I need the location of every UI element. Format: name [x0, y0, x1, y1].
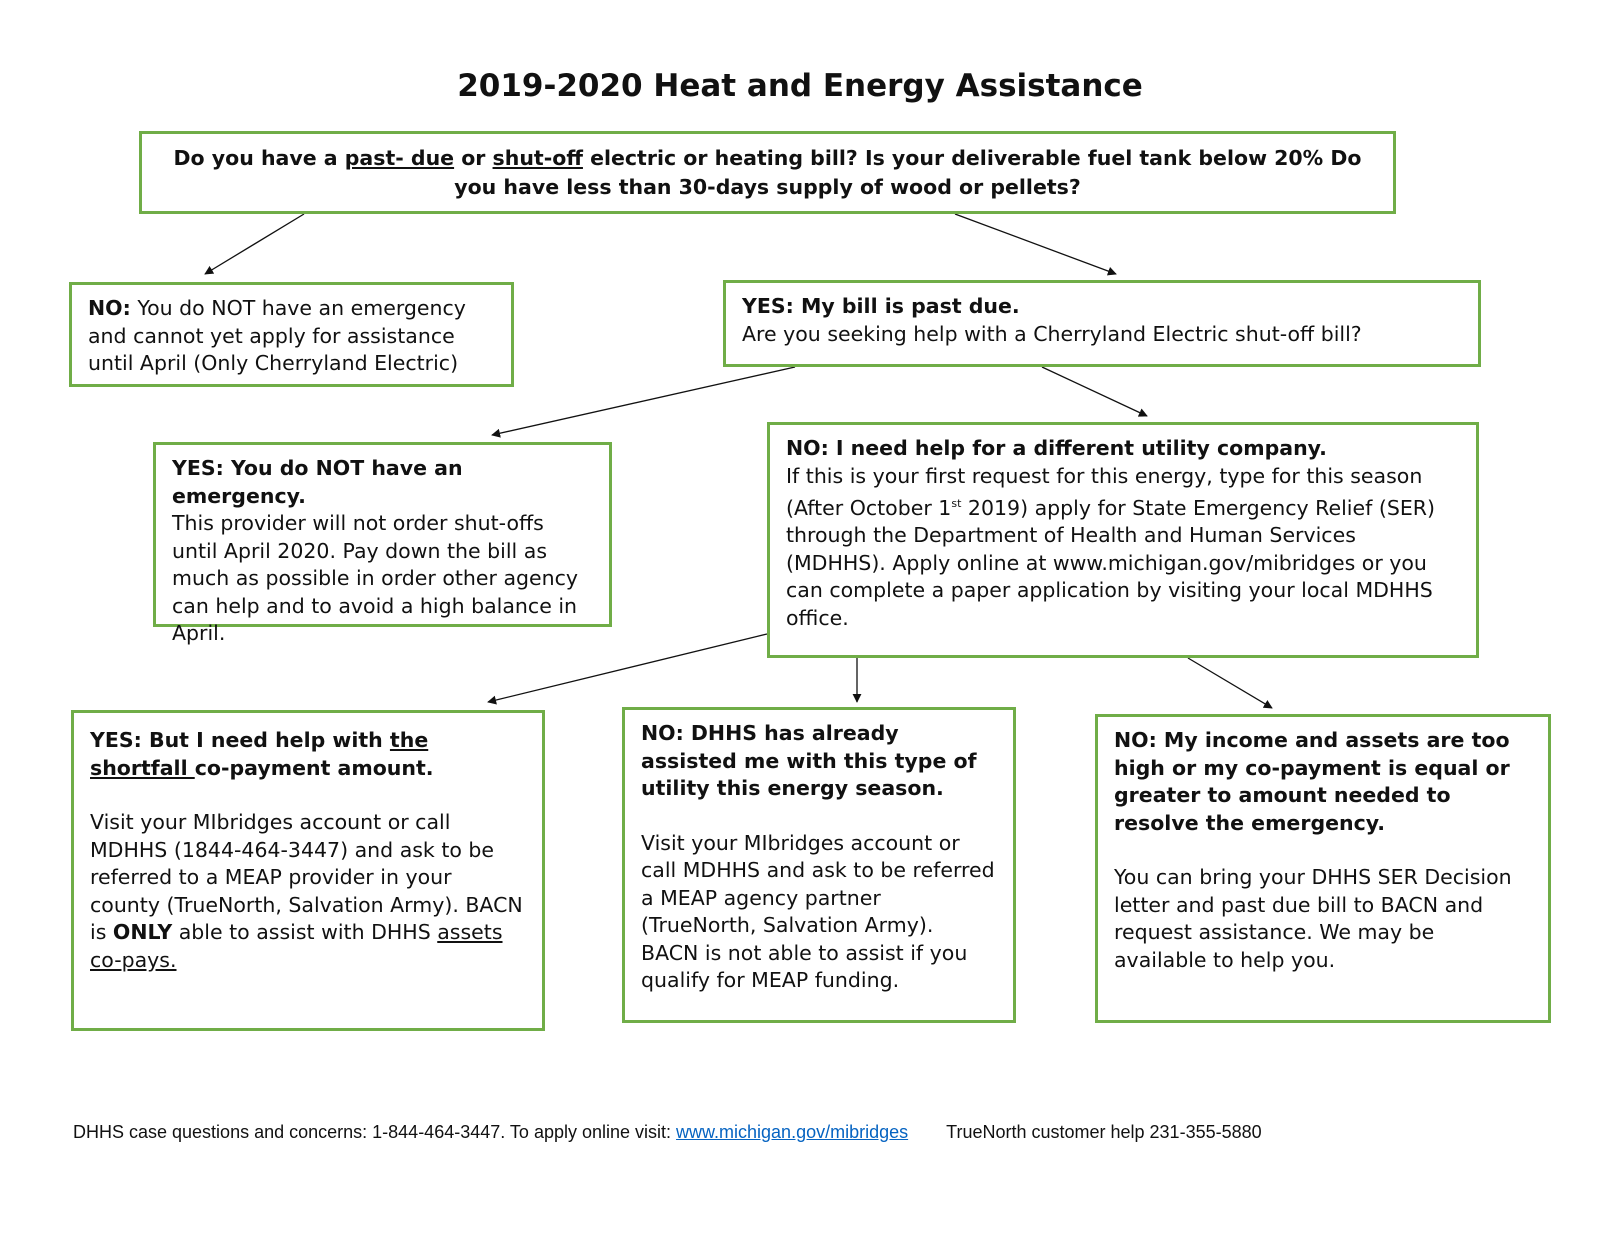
ordinal-sup: st	[951, 497, 962, 510]
shortfall-text	[90, 809, 526, 974]
question-box	[139, 131, 1396, 214]
different-utility-text-1: If this is your first request for this energy, type for this season (After October 1	[786, 463, 1423, 520]
arrow-utility-to-income-high	[1188, 658, 1272, 708]
shortfall-heading-a: YES: But I need help with	[90, 728, 390, 752]
footer-text-1: DHHS case questions and concerns: 1-844-464-3447. To apply online visit:	[73, 1122, 677, 1142]
footer-text-2: TrueNorth customer help 231-355-5880	[946, 1122, 1262, 1142]
past-due-underlined: past- due	[344, 146, 455, 170]
mibridges-link[interactable]: www.michigan.gov/mibridges	[676, 1122, 909, 1142]
arrow-question-to-yes	[955, 214, 1116, 274]
cherryland-yes-heading: YES: You do NOT have an emergency.	[172, 456, 463, 508]
different-utility-text	[786, 463, 1460, 633]
assets-copays-underlined: assets co-pays.	[90, 920, 503, 972]
no-emergency-text: You do NOT have an emergency and cannot yet apply for assistance until April (Only Cherryland Electric)	[88, 296, 466, 375]
shut-off-underlined: shut-off	[492, 146, 583, 170]
arrow-pastdue-to-different-utility	[1042, 367, 1147, 416]
shortfall-only-bold: ONLY	[112, 920, 173, 944]
shortfall-text-1: Visit your MIbridges account or call MDHHS (1844-464-3447) and ask to be referred to a MEAP provider in your county (TrueNorth, Salvation Army). BACN is	[90, 810, 523, 944]
footer	[73, 1122, 1533, 1143]
different-utility-text-2: 2019) apply for State Emergency Relief (SER) through the Department of Health and Human Services (MDHHS). Apply online at www.michigan.gov/mibridges or you can complete a paper application by visiting your local MDHHS office.	[786, 495, 1436, 630]
no-emergency-box	[69, 282, 514, 387]
dhhs-assisted-box	[622, 707, 1016, 1023]
cherryland-yes-box	[153, 442, 612, 645]
income-high-box	[1095, 714, 1551, 1023]
cherryland-yes-text: This provider will not order shut-offs until April 2020. Pay down the bill as much as possible in order other agency can help and to avoid a high balance in April.	[172, 511, 579, 645]
dhhs-assisted-text: Visit your MIbridges account or call MDHHS and ask to be referred a MEAP agency partner (TrueNorth, Salvation Army). BACN is not able to assist if you qualify for MEAP funding.	[641, 830, 995, 992]
shortfall-heading	[90, 727, 526, 782]
income-high-text: You can bring your DHHS SER Decision letter and past due bill to BACN and request assistance. We may be available to help you.	[1114, 865, 1512, 972]
arrow-pastdue-to-cherryland-yes	[492, 367, 795, 435]
past-due-box	[723, 280, 1481, 367]
past-due-text: Are you seeking help with a Cherryland Electric shut-off bill?	[742, 321, 1362, 346]
arrow-question-to-no	[205, 214, 304, 274]
different-utility-heading: NO: I need help for a different utility company.	[786, 436, 1327, 460]
question-text-1: Do you have a	[173, 146, 345, 170]
shortfall-text-2: able to assist with DHHS	[172, 920, 438, 944]
no-emergency-label: NO:	[88, 296, 131, 320]
page-title: 2019-2020 Heat and Energy Assistance	[457, 68, 1143, 104]
shortfall-underlined: the shortfall	[90, 728, 429, 780]
question-text-3: electric or heating bill? Is your deliverable fuel tank below 20% Do you have less than 30-days supply of wood or pellets?	[454, 146, 1362, 199]
different-utility-box	[767, 422, 1479, 658]
past-due-heading: YES: My bill is past due.	[742, 294, 1020, 318]
question-text-2: or	[454, 146, 493, 170]
income-high-heading: NO: My income and assets are too high or my co-payment is equal or greater to amount needed to resolve the emergency.	[1114, 728, 1510, 835]
shortfall-box	[71, 710, 545, 1031]
dhhs-assisted-heading: NO: DHHS has already assisted me with this type of utility this energy season.	[641, 721, 977, 800]
shortfall-heading-b: co-payment amount.	[194, 755, 434, 780]
